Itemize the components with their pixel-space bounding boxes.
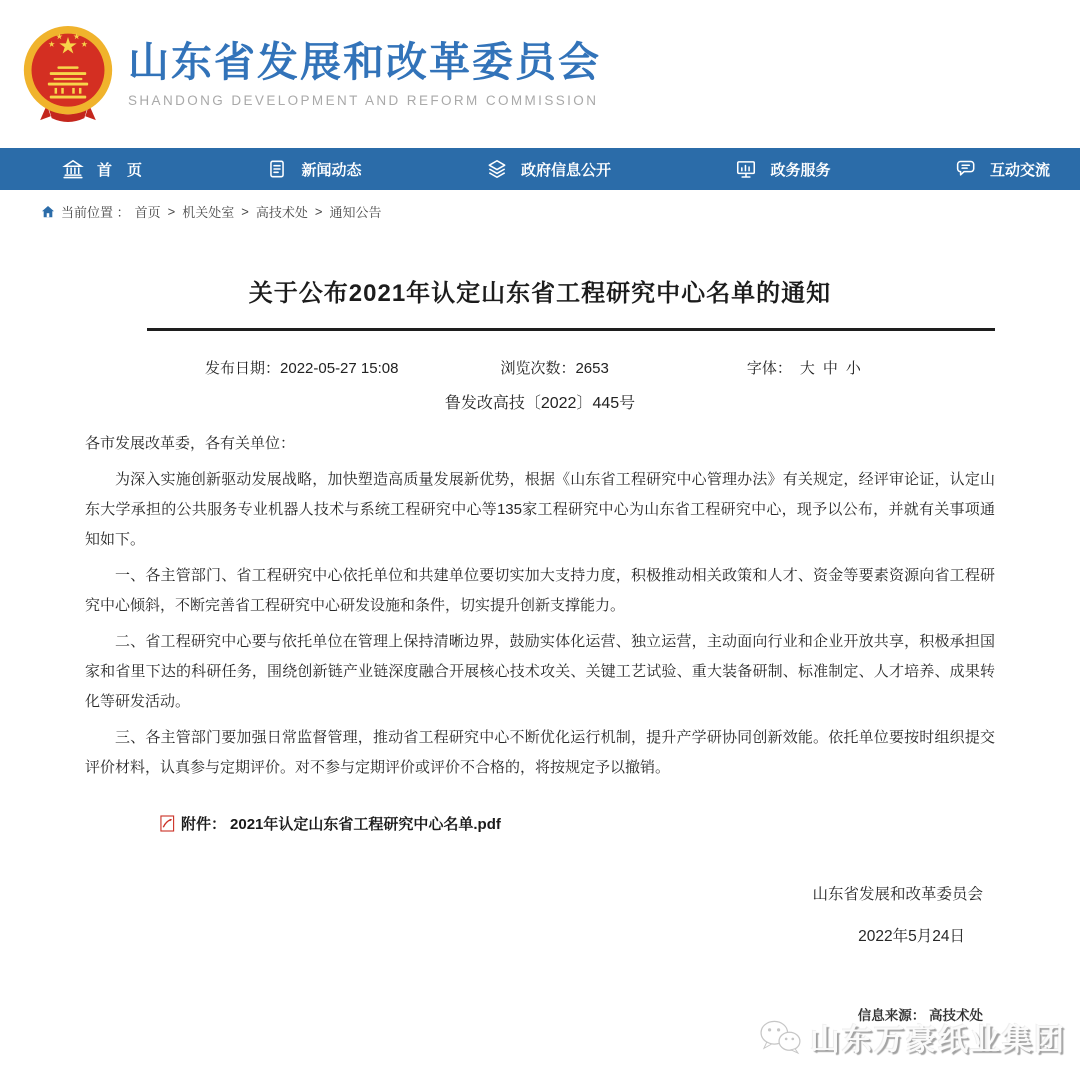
nav-item-label: 首 页 bbox=[97, 161, 143, 179]
article bbox=[0, 273, 1080, 1024]
breadcrumb-separator: > bbox=[167, 204, 176, 219]
font-size-label: 字体： bbox=[746, 360, 792, 377]
nav-item-label: 政府信息公开 bbox=[520, 161, 611, 179]
article-body bbox=[85, 429, 995, 783]
salutation-paragraph: 各市发展改革委，各有关单位： bbox=[85, 435, 296, 452]
monitor-icon bbox=[735, 158, 757, 180]
chat-icon bbox=[955, 158, 977, 180]
nav-item-label: 新闻动态 bbox=[301, 161, 362, 179]
view-count bbox=[500, 357, 608, 378]
attachment-filename: 2021年认定山东省工程研究中心名单.pdf bbox=[230, 816, 501, 833]
breadcrumb-hightech[interactable]: 高技术处 bbox=[255, 205, 308, 220]
body-paragraph: 一、各主管部门、省工程研究中心依托单位和共建单位要切实加大支持力度，积极推动相关政策和人才、资金等要素资源向省工程研究中心倾斜，不断完善省工程研究中心研发设施和条件，切实提升创新支撑能力。 bbox=[85, 567, 995, 614]
nav-item-interaction[interactable] bbox=[955, 158, 1050, 180]
watermark-text: 山东万豪纸业集团 bbox=[810, 1024, 1066, 1057]
layers-icon bbox=[486, 158, 508, 180]
nav-item-label: 互动交流 bbox=[989, 161, 1050, 179]
nav-item-label: 政务服务 bbox=[770, 161, 831, 179]
attachment-label: 附件： bbox=[181, 816, 227, 833]
title-divider bbox=[147, 328, 995, 331]
national-emblem-logo bbox=[20, 24, 116, 124]
news-icon bbox=[266, 158, 288, 180]
view-count-label: 浏览次数： bbox=[500, 360, 576, 377]
nav-item-services[interactable] bbox=[735, 158, 830, 180]
body-paragraph: 二、省工程研究中心要与依托单位在管理上保持清晰边界，鼓励实体化运营、独立运营，主动面向行业和企业开放共享，积极承担国家和省里下达的科研任务，围绕创新链产业链深度融合开展核心技术攻关、关键工艺试验、重大装备研制、标准制定、人才培养、成果转化等研发活动。 bbox=[85, 633, 995, 710]
nav-item-home[interactable] bbox=[62, 158, 142, 180]
nav-item-info-disclosure[interactable] bbox=[486, 158, 611, 180]
font-size-small[interactable]: 小 bbox=[845, 360, 861, 377]
wechat-icon bbox=[758, 1019, 802, 1055]
publish-date-value: 2022-05-27 15:08 bbox=[280, 360, 399, 377]
breadcrumb-departments[interactable]: 机关处室 bbox=[182, 205, 235, 220]
font-size-control bbox=[747, 357, 861, 378]
breadcrumb-home[interactable]: 首页 bbox=[134, 205, 161, 220]
article-meta bbox=[205, 357, 995, 378]
font-size-medium[interactable]: 中 bbox=[822, 360, 838, 377]
nav-item-news[interactable] bbox=[266, 158, 361, 180]
site-identity bbox=[128, 40, 601, 108]
bank-icon bbox=[62, 158, 84, 180]
main-nav bbox=[0, 148, 1080, 190]
font-size-large[interactable]: 大 bbox=[799, 360, 815, 377]
signature-block bbox=[85, 882, 995, 946]
home-icon bbox=[40, 204, 56, 220]
view-count-value: 2653 bbox=[575, 360, 609, 377]
breadcrumb bbox=[0, 190, 1080, 229]
breadcrumb-separator: > bbox=[241, 204, 249, 219]
page-title: 关于公布2021年认定山东省工程研究中心名单的通知 bbox=[248, 280, 832, 307]
body-paragraph: 为深入实施创新驱动发展战略，加快塑造高质量发展新优势，根据《山东省工程研究中心管理办法》有关规定，经评审论证，认定山东大学承担的公共服务专业机器人技术与系统工程研究中心等135家工程研究中心为山东省工程研究中心，现予以公布，并就有关事项通知如下。 bbox=[85, 471, 995, 548]
body-paragraph: 三、各主管部门要加强日常监督管理，推动省工程研究中心不断优化运行机制，提升产学研协同创新效能。依托单位要按时组织提交评价材料，认真参与定期评价。对不参与定期评价或评价不合格的，将按规定予以撤销。 bbox=[85, 729, 995, 776]
site-title: 山东省发展和改革委员会 bbox=[128, 38, 601, 85]
publish-date bbox=[205, 357, 398, 378]
pdf-icon bbox=[160, 815, 177, 832]
breadcrumb-prefix: 当前位置 ： bbox=[61, 205, 130, 220]
signature-organization: 山东省发展和改革委员会 bbox=[812, 886, 983, 903]
breadcrumb-separator: > bbox=[314, 204, 323, 219]
signature-date: 2022年5月24日 bbox=[858, 928, 965, 945]
watermark bbox=[758, 1015, 1066, 1059]
attachment-link[interactable] bbox=[160, 813, 995, 834]
site-header bbox=[0, 0, 1080, 148]
breadcrumb-notices[interactable]: 通知公告 bbox=[329, 205, 382, 220]
info-source: 信息来源： 高技术处 bbox=[857, 1008, 983, 1023]
publish-date-label: 发布日期： bbox=[205, 360, 281, 377]
document-number: 鲁发改高技〔2022〕445号 bbox=[444, 395, 636, 412]
site-subtitle: SHANDONG DEVELOPMENT AND REFORM COMMISSION bbox=[128, 93, 599, 109]
